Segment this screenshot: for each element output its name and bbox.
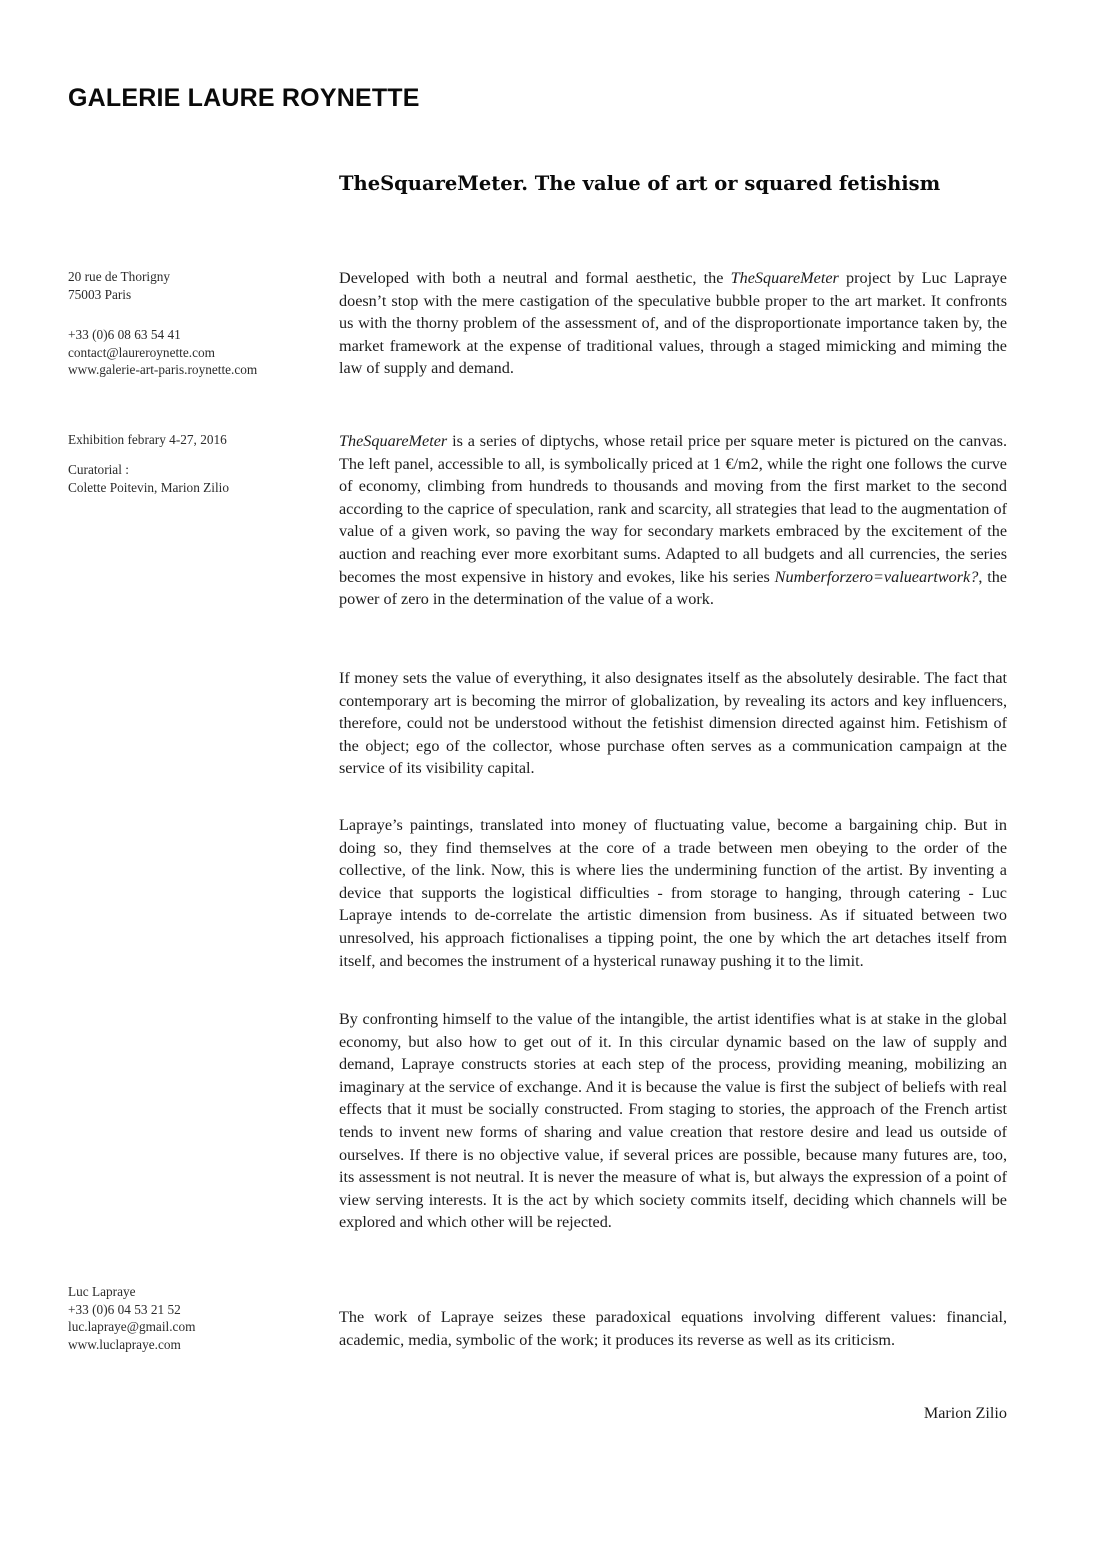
curatorial-label: Curatorial : bbox=[68, 462, 129, 477]
p2-text-b: , the power of zero in the determination of the value of a work. bbox=[339, 567, 1007, 609]
artist-email: luc.lapraye@gmail.com bbox=[68, 1319, 196, 1335]
exhibition-dates bbox=[68, 431, 318, 449]
p1-text-b: project by Luc Lapraye doesn’t stop with the mere castigation of the speculative bubble proper to the art market. It confronts us with the thorny problem of the assessment of, and of the disproportionate importance taken by, the market framework at the expense of traditional values, through a staged mimicking and miming the law of supply and demand. bbox=[339, 269, 1007, 378]
gallery-website: www.galerie-art-paris.roynette.com bbox=[68, 362, 258, 378]
body-paragraph-3: If money sets the value of everything, it also designates itself as the absolutely desirable. The fact that contemporary art is becoming the mirror of globalization, by revealing its actors and key influencers, therefore, could not be understood without the fetishist dimension directed against him. Fetishism of the object; ego of the collector, whose purchase often serves as a communication campaign at the service of its visibility capital. bbox=[339, 669, 1007, 778]
curatorial-info bbox=[68, 461, 318, 496]
body-paragraph-6: The work of Lapraye seizes these paradoxical equations involving different values: financial, academic, media, symbolic of the work; it produces its reverse as well as its criticism. bbox=[339, 1308, 1007, 1349]
gallery-contact bbox=[68, 326, 318, 379]
body-paragraph-5: By confronting himself to the value of the intangible, the artist identifies what is at stake in the global economy, but also how to get out of it. In this circular dynamic based on the law of supply and demand, Lapraye constructs stories at each step of the process, providing meaning, mobilizing an imaginary at the service of exchange. And it is because the value is first the subject of beliefs with real effects that it must be socially constructed. From staging to stories, the approach of the French artist tends to invent new forms of sharing and value creation that restore desire and lead us outside of ourselves. If there is no objective value, if several prices are possible, because many futures are, too, its assessment is not neutral. It is never the measure of what is, but always the expression of a point of view serving interests. It is the act by which society commits itself, deciding which channels will be explored and which other will be rejected. bbox=[339, 1010, 1007, 1232]
author-signature: Marion Zilio bbox=[923, 1404, 1007, 1422]
body-paragraph-2 bbox=[339, 430, 1007, 611]
gallery-name: GALERIE LAURE ROYNETTE bbox=[68, 84, 420, 112]
p2-italic-series: Numberforzero=valueartwork? bbox=[774, 567, 979, 586]
p2-italic-title: TheSquareMeter bbox=[339, 432, 448, 450]
body-paragraph-1 bbox=[339, 267, 1007, 380]
artist-website: www.luclapraye.com bbox=[68, 1336, 181, 1352]
p2-text-a: is a series of diptychs, whose retail price per square meter is pictured on the canvas. The left panel, accessible to all, is symbolically priced at 1 €/m2, while the right one follows the curve of economy, climbing from hundreds to thousands and moving from the first market to the second according to the caprice of speculation, rank and scarcity, all strategies that lead to the augmentation of value of a given work, so paving the way for secondary markets embraced by the excitement of the auction and reaching ever more exorbitant sums. Adapted to all budgets and all currencies, the series becomes the most expensive in history and evokes, like his series bbox=[339, 432, 1007, 586]
gallery-phone: +33 (0)6 08 63 54 41 bbox=[68, 327, 181, 342]
artist-name: Luc Lapraye bbox=[68, 1284, 136, 1299]
address-city: 75003 Paris bbox=[68, 286, 132, 302]
exhibition-dates-text: Exhibition febrary 4-27, 2016 bbox=[68, 432, 227, 447]
curators-names: Colette Poitevin, Marion Zilio bbox=[68, 479, 230, 495]
p1-italic-title: TheSquareMeter bbox=[730, 269, 839, 287]
p1-text-a: Developed with both a neutral and formal aesthetic, the bbox=[339, 269, 731, 287]
artist-contact bbox=[68, 1283, 318, 1353]
gallery-email: contact@laureroynette.com bbox=[68, 344, 215, 360]
body-paragraph-4: Lapraye’s paintings, translated into money of fluctuating value, become a bargaining chip. But in doing so, they find themselves at the core of a trade between men obeying to the order of the collective, of the link. Now, this is where lies the undermining function of the artist. By inventing a device that supports the logistical difficulties - from storage to hanging, through catering - Luc Lapraye intends to de-correlate the artistic dimension from business. As if situated between two unresolved, his approach fictionalises a tipping point, the one by which the art detaches itself from itself, and becomes the instrument of a hysterical runaway pushing it to the limit. bbox=[339, 816, 1007, 970]
artist-phone: +33 (0)6 04 53 21 52 bbox=[68, 1301, 181, 1317]
gallery-address bbox=[68, 268, 318, 303]
address-street: 20 rue de Thorigny bbox=[68, 269, 171, 284]
document-title: TheSquareMeter. The value of art or squared fetishism bbox=[339, 172, 941, 195]
